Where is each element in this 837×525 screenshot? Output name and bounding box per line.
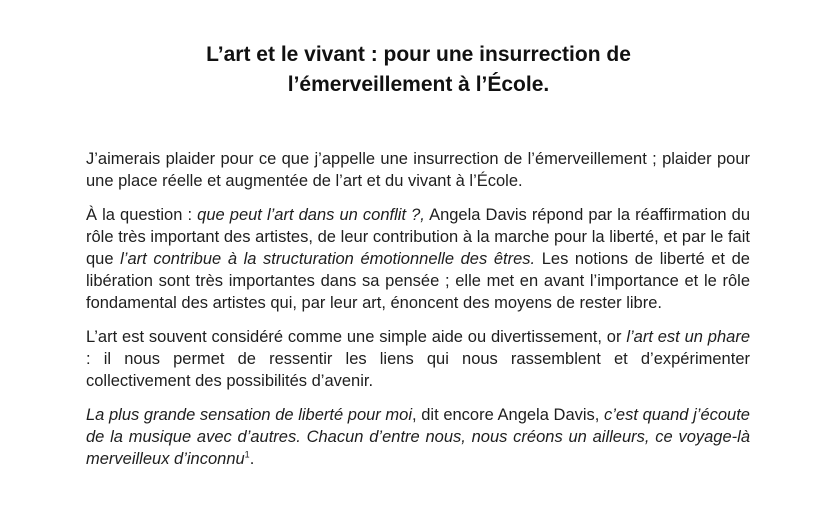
paragraph-2-text-e: Les notions de liberté et de libération sont très importantes dans sa pensée ; elle met en avant l’importance et le rôle fondamental des artistes qui, par leur art, énoncent des moyens de rester libre.	[86, 250, 750, 312]
page-title	[0, 40, 837, 100]
paragraph-4-quote-a: La plus grande sensation de liberté pour moi	[86, 406, 413, 424]
paragraph-2-quote-question: que peut l’art dans un conflit ?,	[197, 206, 425, 224]
paragraph-1-text: J’aimerais plaider pour ce que j’appelle une insurrection de l’émerveillement ; plaider pour une place réelle et augmentée de l’art et du vivant à l’École.	[86, 150, 750, 190]
paragraph-1	[86, 148, 750, 192]
paragraph-2-quote-structuration: l’art contribue à la structuration émotionnelle des êtres.	[120, 250, 536, 268]
paragraph-4-text-b: , dit encore Angela Davis,	[412, 406, 605, 424]
title-line-2: l’émerveillement à l’École.	[287, 73, 550, 96]
footnote-ref: 1	[244, 449, 250, 460]
body-text	[86, 148, 750, 482]
paragraph-4	[86, 404, 750, 470]
title-line-1: L’art et le vivant : pour une insurrection de	[206, 43, 631, 66]
paragraph-4-end: .	[249, 450, 255, 468]
paragraph-2	[86, 204, 750, 314]
paragraph-2-text-c: Angela Davis répond par la réaffirmation du rôle très important des artistes, de leur contribution à la marche pour la liberté, et par le fait que	[86, 206, 751, 268]
paragraph-4-quote-c: c’est quand j’écoute de la musique avec d’autres. Chacun d’entre nous, nous créons un ailleurs, ce voyage-là merveilleux d’inconnu	[86, 406, 750, 468]
paragraph-2-text-a: À la question :	[86, 206, 198, 224]
paragraph-3	[86, 326, 750, 392]
paragraph-3-text-c: : il nous permet de ressentir les liens qui nous rassemblent et d’expérimenter collectivement des possibilités d’avenir.	[86, 350, 750, 390]
paragraph-3-quote-phare: l’art est un phare	[626, 328, 751, 346]
paragraph-3-text-a: L’art est souvent considéré comme une simple aide ou divertissement, or	[86, 328, 627, 346]
